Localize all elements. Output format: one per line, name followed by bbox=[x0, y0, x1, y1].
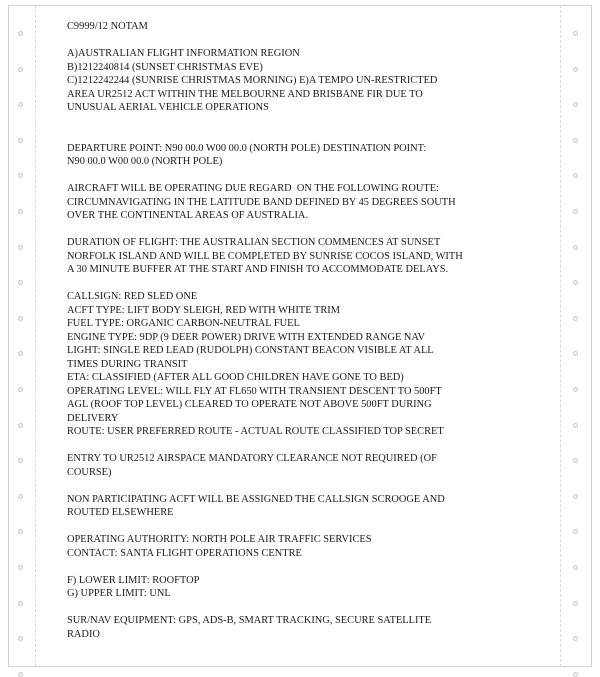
notam-line: B)1212240814 (SUNSET CHRISTMAS EVE) bbox=[67, 61, 263, 73]
notam-line: A 30 MINUTE BUFFER AT THE START AND FINISH TO ACCOMMODATE DELAYS. bbox=[67, 264, 449, 275]
notam-line bbox=[67, 128, 547, 142]
feed-hole bbox=[573, 494, 578, 499]
feed-hole bbox=[573, 601, 578, 606]
notam-line: AGL (ROOF TOP LEVEL) CLEARED TO OPERATE NOT ABOVE 500FT DURING bbox=[67, 399, 432, 410]
notam-line: DELIVERY bbox=[67, 412, 119, 424]
notam-line bbox=[67, 439, 547, 453]
feed-hole bbox=[18, 494, 23, 499]
feed-hole bbox=[18, 672, 23, 677]
notam-line: G) UPPER LIMIT: UNL bbox=[67, 588, 171, 599]
notam-line: CIRCUMNAVIGATING IN THE LATITUDE BAND DEFINED BY 45 DEGREES SOUTH bbox=[67, 196, 456, 208]
notam-line bbox=[67, 601, 547, 615]
notam-line bbox=[67, 520, 547, 534]
notam-line: ROUTED ELSEWHERE bbox=[67, 507, 174, 518]
notam-line: N90 00.0 W00 00.0 (NORTH POLE) bbox=[67, 156, 223, 167]
feed-hole bbox=[573, 67, 578, 72]
notam-line: ENTRY TO UR2512 AIRSPACE MANDATORY CLEARANCE NOT REQUIRED (OF bbox=[67, 453, 437, 464]
feed-hole bbox=[573, 209, 578, 214]
notam-line: COURSE) bbox=[67, 466, 112, 478]
notam-line: A)AUSTRALIAN FLIGHT INFORMATION REGION bbox=[67, 48, 300, 59]
feed-hole bbox=[573, 245, 578, 250]
notam-line: AREA UR2512 ACT WITHIN THE MELBOURNE AND BRISBANE FIR DUE TO bbox=[67, 88, 423, 100]
feed-hole bbox=[573, 316, 578, 321]
notam-line: CONTACT: SANTA FLIGHT OPERATIONS CENTRE bbox=[67, 547, 302, 559]
notam-line: C)1212242244 (SUNRISE CHRISTMAS MORNING) E)A TEMPO UN-RESTRICTED bbox=[67, 75, 438, 86]
feed-hole bbox=[18, 387, 23, 392]
notam-line bbox=[67, 223, 547, 237]
notam-line bbox=[67, 560, 547, 574]
notam-line: OPERATING AUTHORITY: NORTH POLE AIR TRAFFIC SERVICES bbox=[67, 534, 372, 545]
notam-line: ETA: CLASSIFIED (AFTER ALL GOOD CHILDREN HAVE GONE TO BED) bbox=[67, 372, 404, 383]
notam-line bbox=[67, 169, 547, 183]
notam-line: TIMES DURING TRANSIT bbox=[67, 358, 188, 370]
notam-line: CALLSIGN: RED SLED ONE bbox=[67, 291, 198, 302]
feed-hole bbox=[573, 138, 578, 143]
right-tractor-strip-line bbox=[560, 5, 561, 667]
feed-hole bbox=[18, 138, 23, 143]
left-tractor-strip-line bbox=[35, 5, 36, 667]
notam-line: C9999/12 NOTAM bbox=[67, 21, 148, 32]
notam-line: DEPARTURE POINT: N90 00.0 W00 00.0 (NORTH POLE) DESTINATION POINT: bbox=[67, 142, 427, 154]
notam-line: ACFT TYPE: LIFT BODY SLEIGH, RED WITH WHITE TRIM bbox=[67, 304, 340, 316]
notam-line: RADIO bbox=[67, 628, 100, 640]
notam-line: LIGHT: SINGLE RED LEAD (RUDOLPH) CONSTANT BEACON VISIBLE AT ALL bbox=[67, 345, 434, 356]
notam-line: ENGINE TYPE: 9DP (9 DEER POWER) DRIVE WITH EXTENDED RANGE NAV bbox=[67, 331, 426, 343]
notam-line: OVER THE CONTINENTAL AREAS OF AUSTRALIA. bbox=[67, 210, 309, 221]
feed-hole bbox=[573, 565, 578, 570]
feed-hole bbox=[573, 672, 578, 677]
feed-hole bbox=[18, 67, 23, 72]
notam-line: ROUTE: USER PREFERRED ROUTE - ACTUAL ROUTE CLASSIFIED TOP SECRET bbox=[67, 426, 444, 437]
feed-hole bbox=[18, 31, 23, 36]
feed-hole bbox=[18, 601, 23, 606]
notam-line bbox=[67, 277, 547, 291]
notam-line: NORFOLK ISLAND AND WILL BE COMPLETED BY SUNRISE COCOS ISLAND, WITH bbox=[67, 250, 463, 262]
notam-line: AIRCRAFT WILL BE OPERATING DUE REGARD ON THE FOLLOWING ROUTE: bbox=[67, 183, 439, 194]
notam-line: F) LOWER LIMIT: ROOFTOP bbox=[67, 574, 200, 586]
notam-line: FUEL TYPE: ORGANIC CARBON-NEUTRAL FUEL bbox=[67, 318, 300, 329]
notam-line: OPERATING LEVEL: WILL FLY AT FL650 WITH TRANSIENT DESCENT TO 500FT bbox=[67, 385, 442, 397]
feed-hole bbox=[18, 565, 23, 570]
feed-hole bbox=[573, 387, 578, 392]
notam-line bbox=[67, 34, 547, 48]
notam-text bbox=[67, 20, 547, 641]
feed-hole bbox=[18, 316, 23, 321]
notam-line: SUR/NAV EQUIPMENT: GPS, ADS-B, SMART TRACKING, SECURE SATELLITE bbox=[67, 615, 432, 626]
feed-hole bbox=[18, 245, 23, 250]
notam-line: DURATION OF FLIGHT: THE AUSTRALIAN SECTION COMMENCES AT SUNSET bbox=[67, 237, 441, 248]
feed-hole bbox=[18, 423, 23, 428]
feed-hole bbox=[573, 423, 578, 428]
feed-hole bbox=[573, 31, 578, 36]
notam-line: NON PARTICIPATING ACFT WILL BE ASSIGNED THE CALLSIGN SCROOGE AND bbox=[67, 493, 445, 505]
notam-line bbox=[67, 479, 547, 493]
notam-line bbox=[67, 115, 547, 129]
notam-line: UNUSUAL AERIAL VEHICLE OPERATIONS bbox=[67, 102, 269, 113]
feed-hole bbox=[18, 209, 23, 214]
